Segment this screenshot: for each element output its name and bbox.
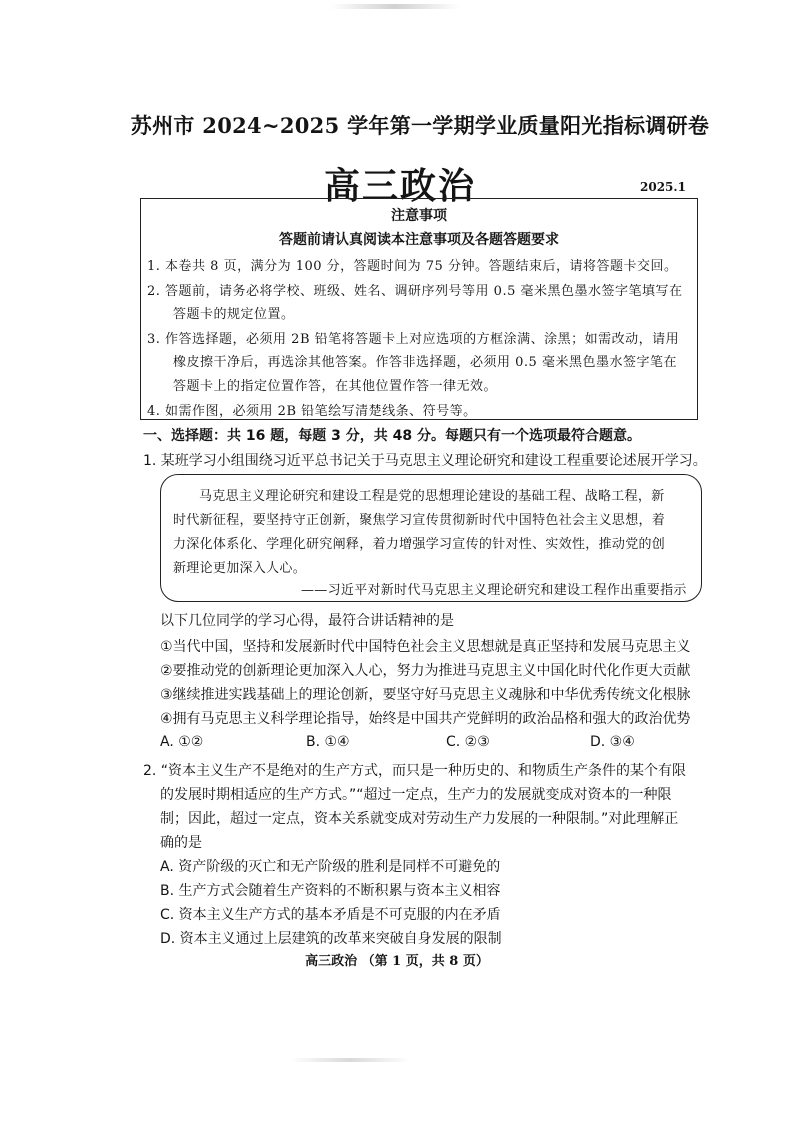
q2-option-a: A. 资产阶级的灭亡和无产阶级的胜利是同样不可避免的 [160,859,501,875]
exam-title: 苏州市 2024~2025 学年第一学期学业质量阳光指标调研卷 [130,113,710,138]
notice-item-2-cont: 答题卡的规定位置。 [173,307,295,322]
quote-line: 时代新征程，要坚持守正创新，聚焦学习宣传贯彻新时代中国特色社会主义思想，着 [173,513,666,528]
notice-item-3: 3. 作答选择题，必须用 2B 铅笔将答题卡上对应选项的方框涂满、涂黑；如需改动，请用 [147,332,680,347]
q2-option-c: C. 资本主义生产方式的基本矛盾是不可克服的内在矛盾 [160,907,501,923]
quote-box [160,474,702,602]
quote-line: 新理论更加深入人心。 [173,561,307,576]
statement-1: ①当代中国，坚持和发展新时代中国特色社会主义思想就是真正坚持和发展马克思主义 [160,639,691,655]
subject-title: 高三政治 [323,166,476,207]
notice-item-3-cont-1: 橡皮擦干净后，再选涂其他答案。作答非选择题，必须用 0.5 毫米黑色墨水签字笔在 [173,355,677,370]
scan-mark-bottom [290,1058,410,1062]
question-2-stem-line: 制；因此，超过一定点，资本关系就变成对劳动生产力发展的一种限制。”对此理解正 [160,811,679,827]
question-2-stem-line: 确的是 [160,835,202,851]
notice-item-3-cont-2: 答题卡上的指定位置作答，在其他位置作答一律无效。 [173,379,498,394]
q1-option-b: B. ①④ [306,734,350,750]
quote-line: 力深化体系化、学理化研究阐释，着力增强学习宣传的针对性、实效性，推动党的创 [173,537,666,552]
exam-date: 2025.1 [640,180,686,194]
question-1-prompt: 以下几位同学的学习心得，最符合讲话精神的是 [160,613,454,629]
notice-item-2: 2. 答题前，请务必将学校、班级、姓名、调研序列号等用 0.5 毫米黑色墨水签字笔填写在 [147,284,683,299]
q1-option-d: D. ③④ [590,734,635,750]
scan-mark-top [330,4,460,9]
q2-option-d: D. 资本主义通过上层建筑的改革来突破自身发展的限制 [160,931,502,947]
quote-source: ——习近平对新时代马克思主义理论研究和建设工程作出重要指示 [301,583,687,598]
question-1-stem: 1. 某班学习小组围绕习近平总书记关于马克思主义理论研究和建设工程重要论述展开学习。 [143,453,707,469]
notice-box [140,198,698,420]
quote-line: 马克思主义理论研究和建设工程是党的思想理论建设的基础工程、战略工程，新 [199,489,665,504]
notice-item-1: 1. 本卷共 8 页，满分为 100 分，答题时间为 75 分钟。答题结束后，请将答题卡交回。 [147,259,678,274]
q1-option-c: C. ②③ [446,734,490,750]
notice-heading: 注意事项 [391,208,447,224]
q2-option-b: B. 生产方式会随着生产资料的不断积累与资本主义相容 [160,883,501,899]
statement-2: ②要推动党的创新理论更加深入人心，努力为推进马克思主义中国化时代化作更大贡献 [160,663,691,679]
question-2-stem-line: 的发展时期相适应的生产方式。”“超过一定点，生产力的发展就变成对资本的一种限 [160,787,672,803]
section-heading: 一、选择题：共 16 题，每题 3 分，共 48 分。每题只有一个选项最符合题意。 [143,428,641,444]
notice-subheading: 答题前请认真阅读本注意事项及各题答题要求 [279,232,559,248]
question-2-stem-line: 2. “资本主义生产不是绝对的生产方式，而只是一种历史的、和物质生产条件的某个有限 [143,763,687,779]
page-footer: 高三政治 （第 1 页，共 8 页） [305,954,489,969]
q1-option-a: A. ①② [160,734,204,750]
statement-3: ③继续推进实践基础上的理论创新，要坚守好马克思主义魂脉和中华优秀传统文化根脉 [160,687,691,703]
statement-4: ④拥有马克思主义科学理论指导，始终是中国共产党鲜明的政治品格和强大的政治优势 [160,711,691,727]
notice-item-4: 4. 如需作图，必须用 2B 铅笔绘写清楚线条、符号等。 [147,404,477,419]
